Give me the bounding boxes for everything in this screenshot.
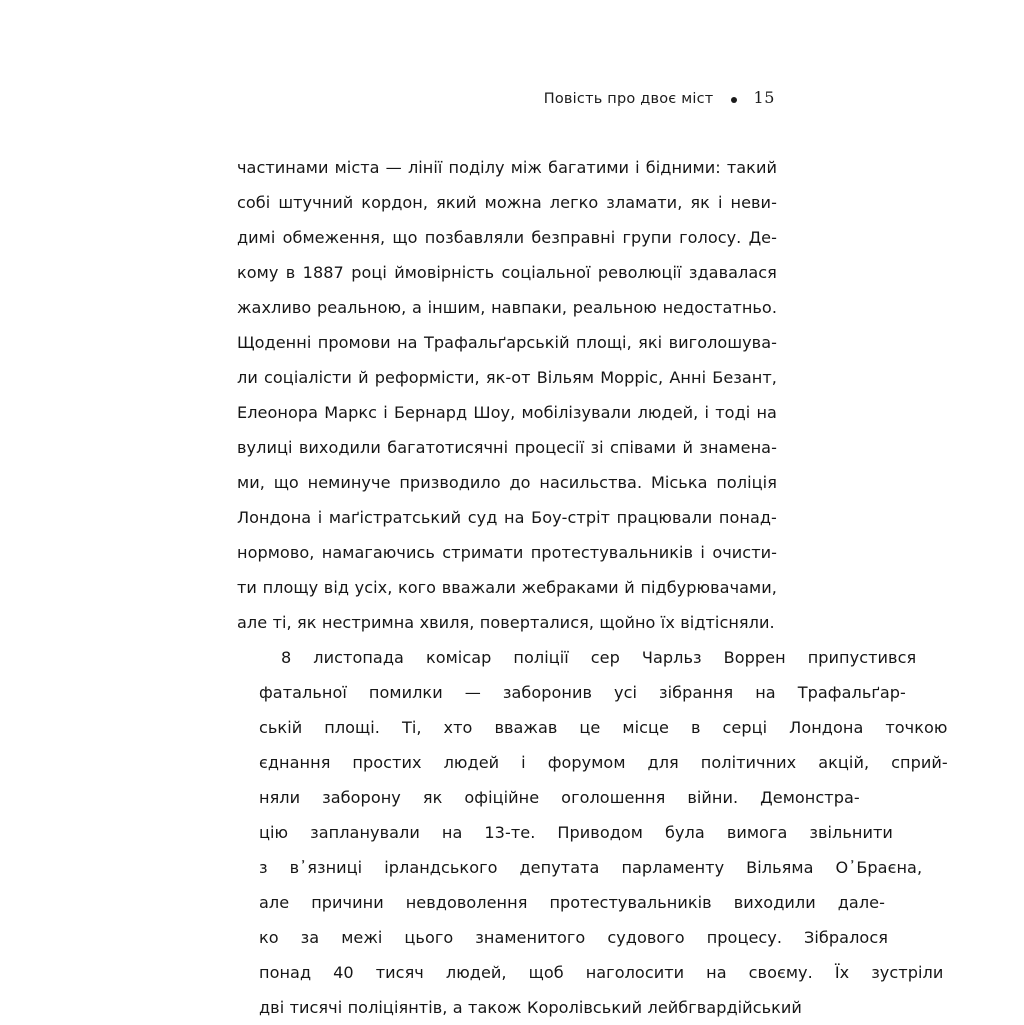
text-line: ко за межі цього знаменитого судового процесу. Зібралося xyxy=(259,928,888,947)
text-line: Лондона і маґістратський суд на Боу-стріт працювали понад- xyxy=(237,508,777,527)
text-line: але причини невдоволення протестувальників виходили дале- xyxy=(259,893,885,912)
paragraph xyxy=(237,640,948,1025)
text-line: але ті, як нестримна хвиля, поверталися, щойно їх відтісняли. xyxy=(237,613,775,632)
running-head-title: Повість про двоє міст xyxy=(543,91,714,107)
text-line: Елеонора Маркс і Бернард Шоу, мобілізували людей, і тоді на xyxy=(237,403,777,422)
text-line: кому в 1887 році ймовірність соціальної революції здавалася xyxy=(237,263,777,282)
text-line: жахливо реальною, а іншим, навпаки, реальною недостатньо. xyxy=(237,298,777,317)
text-line: єднання простих людей і форумом для політичних акцій, сприй- xyxy=(259,753,948,772)
text-line: фатальної помилки — заборонив усі зібрання на Трафальґар- xyxy=(259,683,906,702)
text-line: Щоденні промови на Трафальґарській площі, які виголошува- xyxy=(237,333,777,352)
text-line: собі штучний кордон, який можна легко зламати, як і неви- xyxy=(237,193,777,212)
text-line: цію запланували на 13-те. Приводом була вимога звільнити xyxy=(259,823,893,842)
text-line: няли заборону як офіційне оголошення війни. Демонстра- xyxy=(259,788,860,807)
bullet-dot-icon xyxy=(731,97,737,103)
text-line: димі обмеження, що позбавляли безправні групи голосу. Де- xyxy=(237,228,777,247)
text-line: ти площу від усіх, кого вважали жебраками й підбурювачами, xyxy=(237,578,777,597)
paragraph xyxy=(237,150,777,640)
text-line: нормово, намагаючись стримати протестувальників і очисти- xyxy=(237,543,777,562)
text-line: частинами міста — лінії поділу між багатими і бідними: такий xyxy=(237,158,777,177)
running-head xyxy=(237,88,775,110)
text-line: ли соціалісти й реформісти, як-от Вільям Морріс, Анні Безант, xyxy=(237,368,777,387)
body-text xyxy=(237,150,948,1025)
text-line: дві тисячі поліціянтів, а також Королівський лейбгвардійський xyxy=(259,998,802,1017)
text-line: вулиці виходили багатотисячні процесії зі співами й знамена- xyxy=(237,438,777,457)
text-line: ми, що неминуче призводило до насильства. Міська поліція xyxy=(237,473,777,492)
text-line: понад 40 тисяч людей, щоб наголосити на своєму. Їх зустріли xyxy=(259,963,944,982)
text-line: 8 листопада комісар поліції сер Чарльз Воррен припустився xyxy=(281,648,917,667)
text-line: з в᾿язниці ірландського депутата парламенту Вільяма О᾿Браєна, xyxy=(259,858,923,877)
page-number: 15 xyxy=(753,88,775,107)
text-line: ській площі. Ті, хто вважав це місце в серці Лондона точкою xyxy=(259,718,948,737)
